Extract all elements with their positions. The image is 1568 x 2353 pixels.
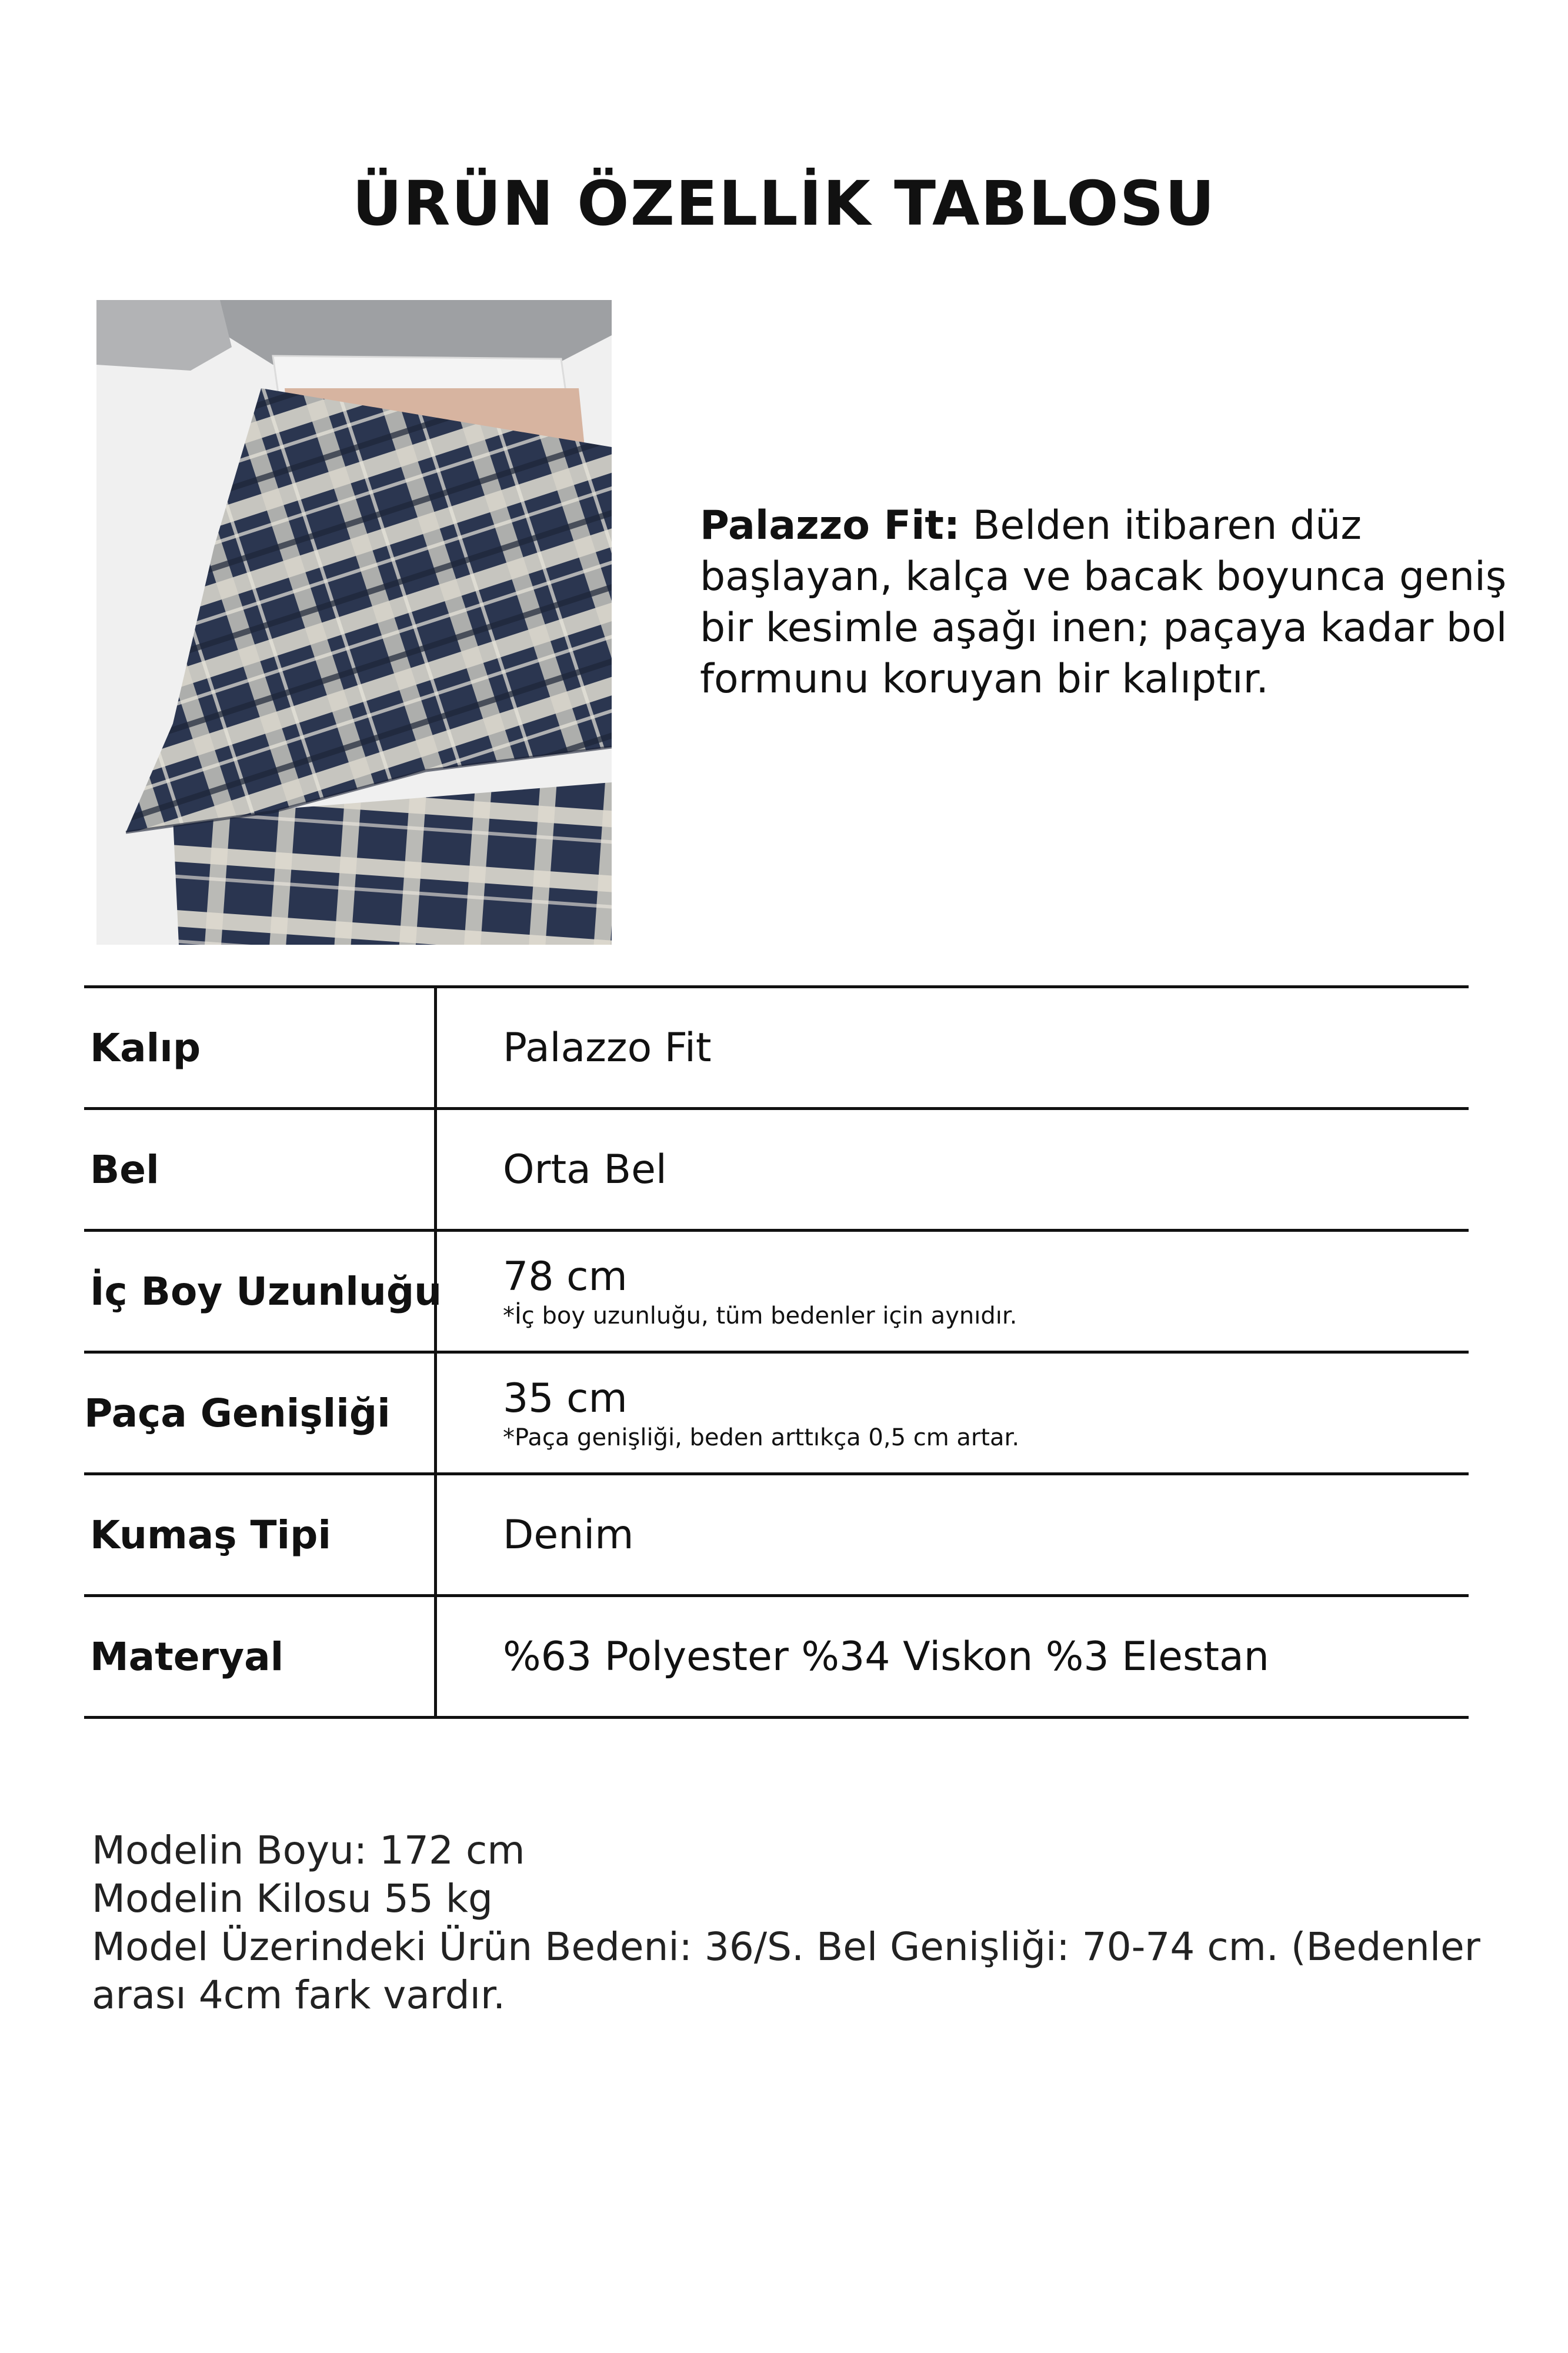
spec-row-materyal [84,1597,1469,1719]
spec-value-cell [503,1597,1269,1716]
spec-value: %63 Polyester %34 Viskon %3 Elestan [503,1633,1269,1680]
spec-row-kalip [84,988,1469,1110]
spec-key: Materyal [90,1634,284,1679]
model-info [92,1827,1492,2019]
spec-key: Paça Genişliği [84,1390,391,1436]
spec-note: *Paça genişliği, beden arttıkça 0,5 cm artar. [503,1424,1020,1451]
model-height: Modelin Boyu: 172 cm [92,1828,525,1873]
spec-key: Kumaş Tipi [90,1512,332,1558]
column-divider [434,1597,437,1716]
column-divider [434,988,437,1107]
column-divider [434,1475,437,1594]
spec-value: 78 cm [503,1253,628,1300]
spec-key: Kalıp [90,1025,201,1071]
spec-key: Bel [90,1146,159,1192]
spec-row-ic-boy [84,1232,1469,1354]
fit-description [700,500,1523,705]
spec-row-paca [84,1354,1469,1475]
spec-table [84,985,1469,1719]
page-title: ÜRÜN ÖZELLİK TABLOSU [352,168,1216,239]
spec-value: Denim [503,1511,634,1558]
fit-description-lead: Palazzo Fit: [700,502,960,549]
column-divider [434,1110,437,1229]
spec-value: 35 cm [503,1375,628,1422]
fit-description-text: Belden itibaren düz başlayan, kalça ve bacak boyunca geniş bir kesimle aşağı inen; paçaya kadar bol formunu koruyan bir kalıptır. [700,502,1507,702]
spec-value: Palazzo Fit [503,1024,712,1071]
spec-note: *İç boy uzunluğu, tüm bedenler için aynıdır. [503,1302,1017,1329]
spec-value-cell [503,1232,1017,1351]
spec-value-cell [503,988,712,1107]
spec-row-kumas [84,1475,1469,1597]
spec-value-cell [503,1354,1019,1472]
spec-key: İç Boy Uzunluğu [90,1268,442,1314]
spec-value: Orta Bel [503,1146,667,1193]
spec-value-cell [503,1110,667,1229]
product-photo [96,300,612,945]
model-weight: Modelin Kilosu 55 kg [92,1876,493,1921]
column-divider [434,1354,437,1472]
model-size: Model Üzerindeki Ürün Bedeni: 36/S. Bel Genişliği: 70-74 cm. (Bedenler arası 4cm fark vardır. [92,1924,1480,2018]
spec-row-bel [84,1110,1469,1232]
spec-value-cell [503,1475,633,1594]
